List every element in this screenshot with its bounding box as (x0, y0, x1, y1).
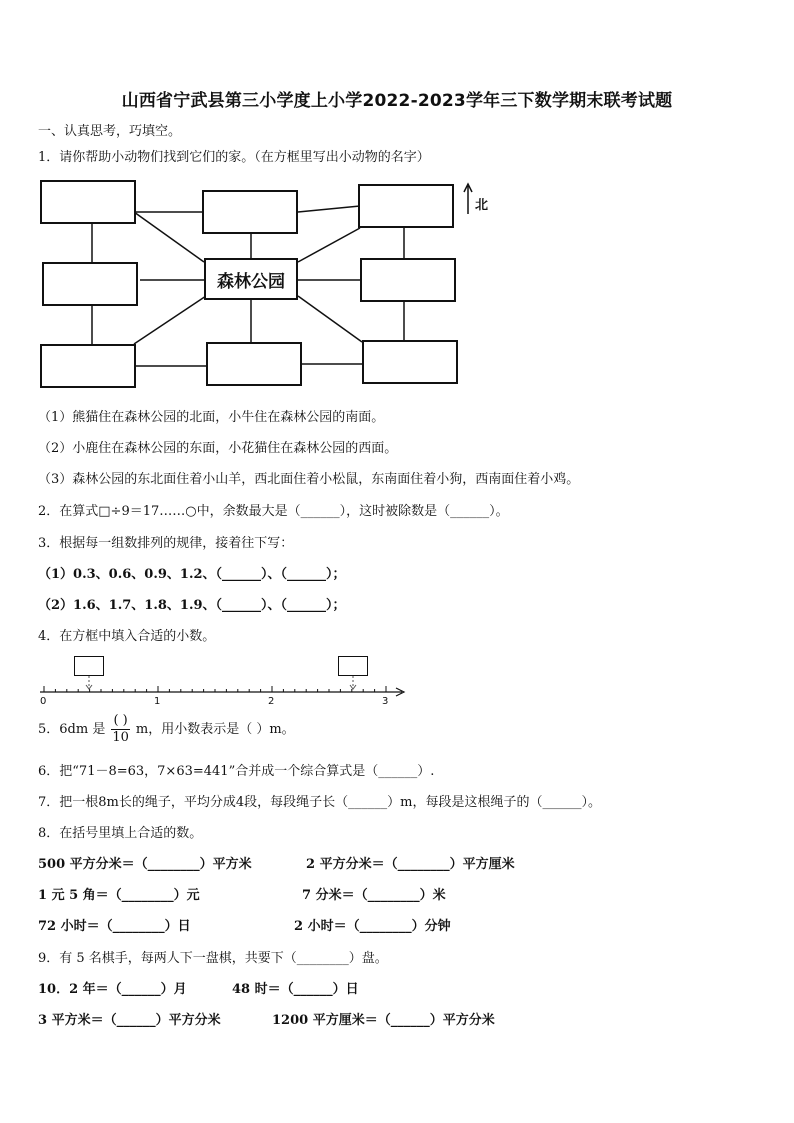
question-8-row3-right: 2 小时＝（________）分钟 (294, 919, 451, 934)
question-7: 7．把一根8m长的绳子，平均分成4段，每段绳子长（______）m，每段是这根绳子的（______）。 (38, 795, 601, 810)
forest-park-label: 森林公园 (204, 258, 298, 300)
question-8-row1-left: 500 平方分米＝（________）平方米 (38, 857, 252, 872)
answer-box-southeast[interactable] (362, 340, 458, 384)
question-10-row2-left: 3 平方米＝（______）平方分米 (38, 1013, 221, 1028)
north-label: 北 (475, 198, 489, 213)
question-10-row1-right: 48 时＝（______）日 (232, 982, 359, 997)
question-8-row2-left: 1 元 5 角＝（________）元 (38, 888, 200, 903)
answer-box-northeast[interactable] (358, 184, 454, 228)
number-line (36, 652, 416, 712)
question-3a: （1）0.3、0.6、0.9、1.2、（______）、（______）； (38, 567, 346, 582)
fraction (111, 713, 129, 746)
answer-box-east[interactable] (360, 258, 456, 302)
question-3b: （2）1.6、1.7、1.8、1.9、（______）、（______）； (38, 598, 346, 613)
tick-label-1: 1 (154, 696, 161, 707)
tick-label-0: 0 (40, 696, 47, 707)
question-9: 9．有 5 名棋手，每两人下一盘棋，共要下（________）盘。 (38, 951, 388, 966)
tick-label-3: 3 (382, 696, 389, 707)
page-title: 山西省宁武县第三小学度上小学2022-2023学年三下数学期末联考试题 (121, 91, 673, 111)
fraction-numerator[interactable]: ( ) (113, 713, 128, 728)
question-8-row3-left: 72 小时＝（________）日 (38, 919, 191, 934)
answer-box-west[interactable] (42, 262, 138, 306)
question-10-row1-left: 10．2 年＝（______）月 (38, 982, 187, 997)
question-5-suffix: m，用小数表示是（ ）m。 (135, 722, 295, 737)
question-1: 1．请你帮助小动物们找到它们的家。（在方框里写出小动物的名字） (38, 150, 430, 165)
tick-label-2: 2 (268, 696, 275, 707)
question-5 (38, 713, 295, 747)
answer-box-northwest[interactable] (40, 180, 136, 224)
connector-n-ne (298, 206, 360, 212)
question-5-prefix: 5．6dm 是 (38, 722, 106, 737)
question-10-row2-right: 1200 平方厘米＝（______）平方分米 (272, 1013, 495, 1028)
question-4: 4．在方框中填入合适的小数。 (38, 629, 216, 644)
question-2: 2．在算式□÷9＝17……○中，余数最大是（______），这时被除数是（______）。 (38, 504, 509, 519)
question-8: 8．在括号里填上合适的数。 (38, 826, 203, 841)
section-heading: 一、认真思考，巧填空。 (38, 124, 182, 139)
spoke-ne (298, 228, 360, 262)
spoke-se (298, 296, 362, 342)
number-line-axis (36, 652, 416, 712)
clue-1: （1）熊猫住在森林公园的北面，小牛住在森林公园的南面。 (38, 410, 385, 425)
spoke-nw (134, 212, 204, 262)
spoke-sw (134, 296, 206, 344)
clue-3: （3）森林公园的东北面住着小山羊，西北面住着小松鼠，东南面住着小狗，西南面住着小鸡。 (38, 472, 580, 487)
question-8-row1-right: 2 平方分米＝（________）平方厘米 (306, 857, 515, 872)
answer-box-south[interactable] (206, 342, 302, 386)
question-8-row2-right: 7 分米＝（________）米 (302, 888, 446, 903)
question-6: 6．把“71－8=63，7×63=441”合并成一个综合算式是（______）. (38, 764, 435, 779)
north-arrow-head (464, 184, 472, 192)
question-3: 3．根据每一组数排列的规律，接着往下写： (38, 536, 294, 551)
answer-box-southwest[interactable] (40, 344, 136, 388)
clue-2: （2）小鹿住在森林公园的东面，小花猫住在森林公园的西面。 (38, 441, 398, 456)
answer-box-north[interactable] (202, 190, 298, 234)
fraction-denominator: 10 (112, 730, 129, 745)
